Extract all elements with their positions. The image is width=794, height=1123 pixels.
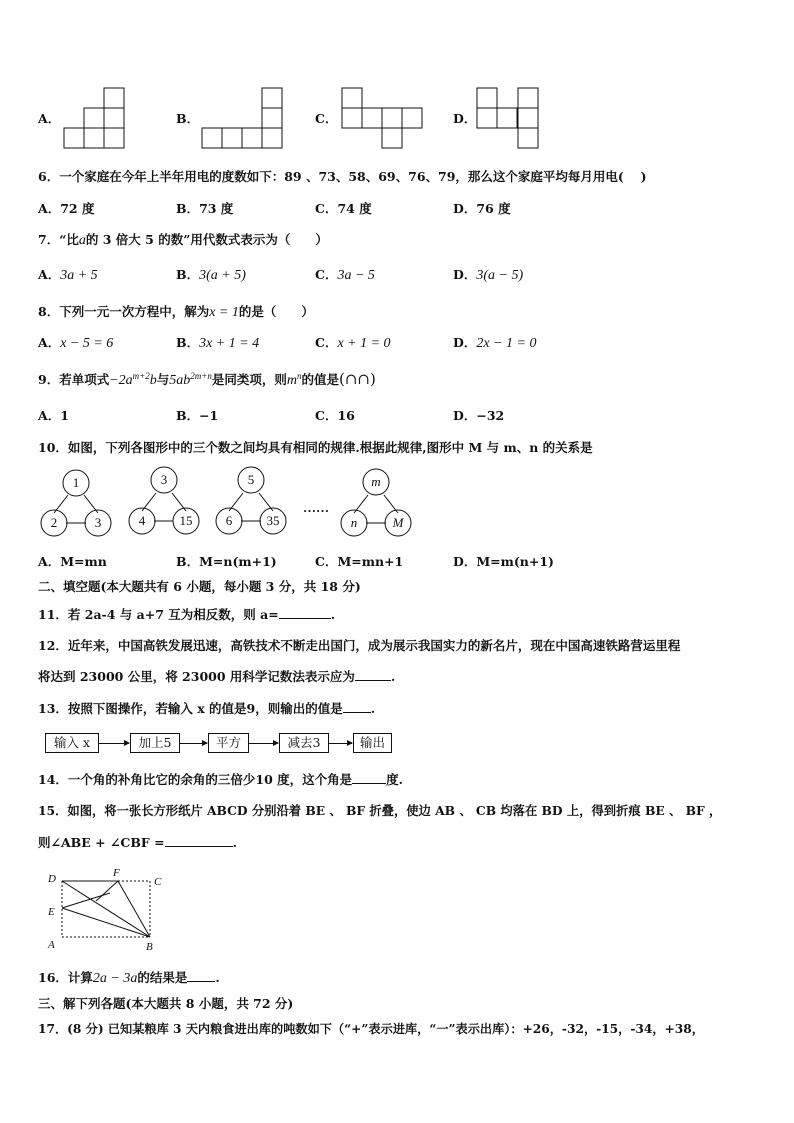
q7-option-b: B．3(a + 5) [176,267,246,283]
q17-line1: 17．(8 分) 已知某粮库 3 天内粮食进出库的吨数如下（“+”表示进库，“一”表示出库）：+26，-32，-15，-34，+38， [38,1022,704,1036]
flow-arrow-2 [179,743,207,744]
q10-stem: 10．如图，下列各图形中的三个数之间均具有相同的规律.根据此规律,图形中 M 与 m、n 的关系是 [38,440,593,455]
q9-option-a: A．1 [38,408,69,423]
q10-g1-left: 2 [50,515,58,530]
q5-option-b-letter: B． [176,111,200,126]
q12-line1: 12．近年来，中国高铁发展迅速，高铁技术不断走出国门，成为展示我国实力的新名片，现在中国高速铁路营运里程 [38,638,681,653]
flow-arrow-1 [98,743,129,744]
q8-option-c: C．x + 1 = 0 [315,335,391,351]
label-D: D [48,873,56,885]
q15-blank[interactable] [165,846,233,847]
q10-g4-left: n [350,515,358,530]
q6-option-d: D．76 度 [453,201,511,216]
q10-g2-left: 4 [138,513,146,528]
q9-option-c: C．16 [315,408,355,423]
q10-g3-left: 6 [225,513,233,528]
q14: 14．一个角的补角比它的余角的三倍少10 度，这个角是 度. [38,772,404,787]
label-F: F [113,867,120,879]
q11-blank[interactable] [279,618,331,619]
q16: 16．计算2a − 3a的结果是 . [38,970,220,986]
section-2-heading: 二、填空题(本大题共有 6 小题，每小题 3 分，共 18 分) [38,579,361,594]
q9-stem: 9．若单项式$-2a^{m+2}b$与$5ab^{2m+n}$是同类项，则$m^n$的值是(∩∩) [38,370,376,388]
flow-square-box: 平方 [208,733,249,753]
q5-option-b-figure [201,87,283,150]
q16-expression: 2a − 3a [92,971,138,986]
q13-blank[interactable] [343,712,371,713]
q10-figure [36,465,416,541]
q7-variable: a [78,233,86,248]
q8-option-d: D．2x − 1 = 0 [453,335,537,351]
flow-add5-box: 加上5 [130,733,180,753]
q10-option-d: D．M=m(n+1) [453,554,554,569]
label-C: C [154,876,162,888]
q6-option-a: A．72 度 [38,201,95,216]
q5-option-d-letter: D． [453,111,477,126]
q10-g4-right: M [392,515,404,530]
q9-monomial-2: 5ab [169,373,191,388]
q10-option-c: C．M=mn+1 [315,554,404,569]
q5-option-d-figure [476,87,540,150]
q8-stem: 8．下列一元一次方程中，解为x = 1的是（ ） [38,304,314,320]
q10-option-b: B．M=n(m+1) [176,554,277,569]
q9-option-d: D．−32 [453,408,505,423]
label-A: A [48,939,55,951]
q15-line2: 则∠ABE + ∠CBF = . [38,835,237,850]
q8-option-a: A．x − 5 = 6 [38,335,114,351]
q7-option-c: C．3a − 5 [315,267,375,283]
flow-arrow-4 [328,743,352,744]
q15-rectangle-figure [40,864,175,952]
q9-paren: (∩∩) [338,370,376,388]
q10-g3-top: 5 [247,472,255,487]
label-E: E [48,906,55,918]
q10-g3-right: 35 [266,513,280,528]
q5-option-a-letter: A． [38,111,61,126]
q10-g4-top: m [371,474,381,489]
q11: 11．若 2a-4 与 a+7 互为相反数，则 a= . [38,607,336,622]
flow-subtract3-box: 减去3 [279,733,329,753]
q6-option-b: B．73 度 [176,201,234,216]
q6-option-c: C．74 度 [315,201,372,216]
q15-line1: 15．如图，将一张长方形纸片 ABCD 分别沿着 BE 、 BF 折叠，使边 AB 、 CB 均落在 BD 上，得到折痕 BE 、 BF ， [38,803,722,818]
q13-stem: 13．按照下图操作，若输入 x 的值是9，则输出的值是 . [38,701,376,716]
q7-stem [38,230,328,249]
q7-stem-prefix: 7．“比 [38,232,79,247]
q10-option-a: A．M=mn [38,554,107,569]
q10-g1-right: 3 [94,515,102,530]
q8-equation: x = 1 [209,305,239,320]
q5-option-a-figure [63,87,125,150]
label-B: B [146,941,153,952]
q10-g2-top: 3 [160,472,168,487]
q7-option-d: D．3(a − 5) [453,267,524,283]
q5-option-c-figure [341,87,423,150]
q7-stem-suffix: 的 3 倍大 5 的数”用代数式表示为（ ） [85,232,328,247]
q10-g2-right: 15 [179,513,193,528]
flow-arrow-3 [248,743,278,744]
q12-blank[interactable] [355,680,391,681]
q10-dots: …… [303,500,329,515]
q6-stem: 6．一个家庭在今年上半年用电的度数如下：89 、73、58、69、76、79，那么这个家庭平均每月用电( ) [38,169,647,184]
q16-blank[interactable] [187,981,215,982]
q9-option-b: B．−1 [176,408,219,423]
q14-blank[interactable] [352,783,386,784]
q8-option-b: B．3x + 1 = 4 [176,335,260,351]
q12-line2: 将达到 23000 公里，将 23000 用科学记数法表示应为 . [38,669,396,684]
q9-monomial-1: −2a [109,373,133,388]
section-3-heading: 三、解下列各题(本大题共 8 小题，共 72 分) [38,996,294,1011]
q7-option-a: A．3a + 5 [38,267,98,283]
q5-option-c-letter: C． [315,111,338,126]
flow-input-box: 输入 x [45,733,99,753]
q10-g1-top: 1 [72,475,80,490]
flow-output-box: 输出 [353,733,392,753]
